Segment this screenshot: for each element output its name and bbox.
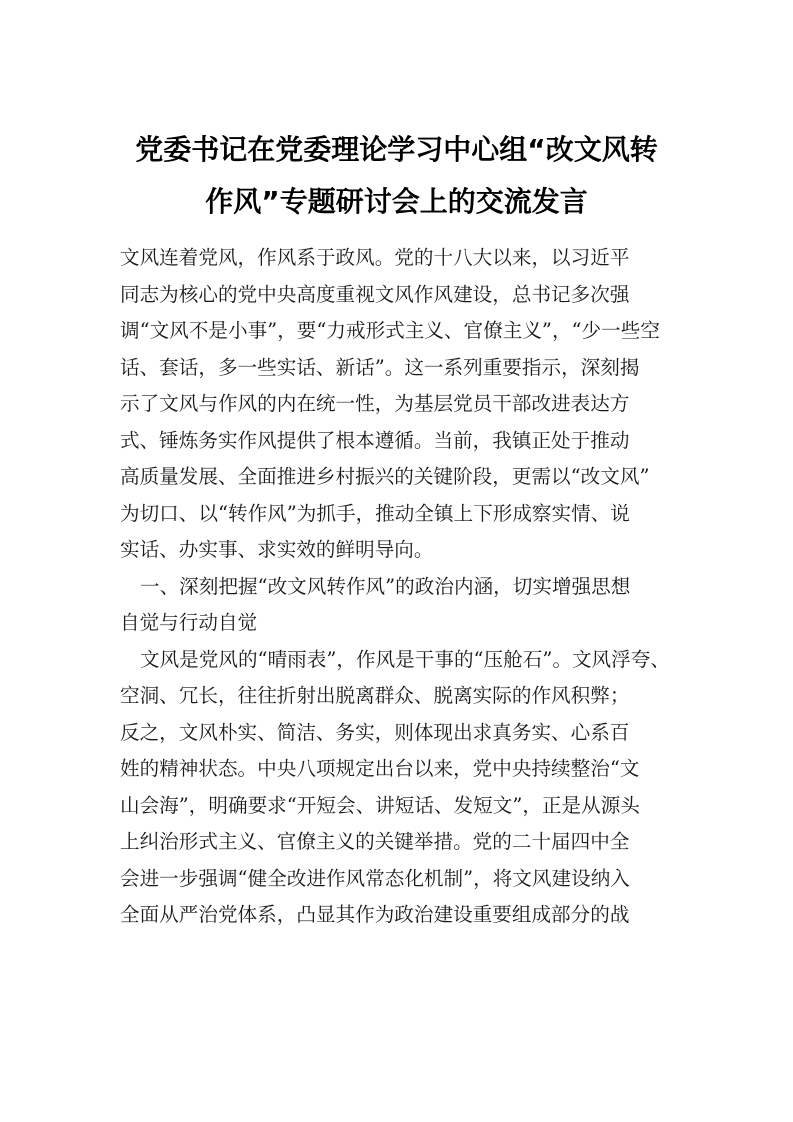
document-body <box>120 240 680 934</box>
text-line: 话、套话，多一些实话、新话”。这一系列重要指示，深刻揭 <box>120 355 640 379</box>
text-line: 文风连着党风，作风系于政风。党的十八大以来，以习近平 <box>120 246 630 269</box>
title-line: 作风”专题研讨会上的交流发言 <box>205 185 588 218</box>
text-line: 空洞、冗长，往往折射出脱离群众、脱离实际的作风积弊； <box>120 684 630 707</box>
text-line: 实话、办实事、求实效的鲜明导向。 <box>120 538 434 561</box>
text-line: 姓的精神状态。中央八项规定出台以来，党中央持续整治“文 <box>120 757 640 780</box>
text-line: 会进一步强调“健全改进作风常态化机制”，将文风建设纳入 <box>120 866 630 890</box>
text-line: 文风是党风的“晴雨表”，作风是干事的“压舱石”。文风浮夸、 <box>140 647 670 671</box>
text-line: 山会海”，明确要求“开短会、讲短话、发短文”，正是从源头 <box>120 793 640 817</box>
text-line: 自觉与行动自觉 <box>120 611 258 634</box>
document-title <box>100 124 693 228</box>
text-line: 同志为核心的党中央高度重视文风作风建设，总书记多次强 <box>120 282 630 306</box>
text-line: 一、深刻把握“改文风转作风”的政治内涵，切实增强思想 <box>140 574 631 598</box>
text-line: 为切口、以“转作风”为抓手，推动全镇上下形成察实情、说 <box>120 501 630 525</box>
text-line: 高质量发展、全面推进乡村振兴的关键阶段，更需以“改文风” <box>120 465 650 488</box>
text-line: 反之，文风朴实、简洁、务实，则体现出求真务实、心系百 <box>120 720 630 744</box>
text-line: 全面从严治党体系，凸显其作为政治建设重要组成部分的战 <box>120 903 630 926</box>
text-line: 式、锤炼务实作风提供了根本遵循。当前，我镇正处于推动 <box>120 428 630 452</box>
text-line: 示了文风与作风的内在统一性，为基层党员干部改进表达方 <box>120 392 630 415</box>
text-line: 上纠治形式主义、官僚主义的关键举措。党的二十届四中全 <box>120 830 630 853</box>
title-line: 党委书记在党委理论学习中心组“改文风转 <box>135 133 658 166</box>
text-line: 调“文风不是小事”，要“力戒形式主义、官僚主义”，“少一些空 <box>120 319 660 342</box>
